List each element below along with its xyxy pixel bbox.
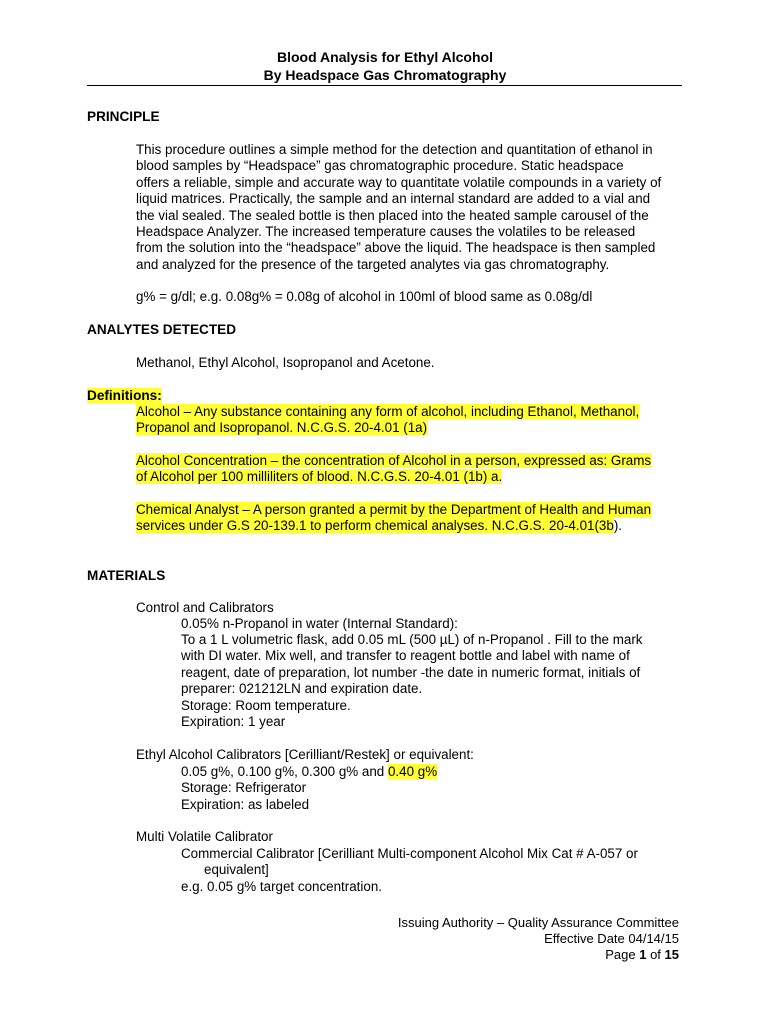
step-line: preparer: 021212LN and expiration date.	[181, 681, 423, 697]
definition-alcohol	[136, 404, 686, 437]
multi-volatile-line2: equivalent]	[204, 862, 269, 877]
expiration-line: Expiration: 1 year	[181, 714, 286, 730]
ethyl-calibrators-details	[181, 764, 437, 813]
principle-line: Headspace Analyzer. The increased temperature causes the volatiles to be released	[136, 224, 636, 240]
principle-line: and analyzed for the presence of the targeted analytes via gas chromatography.	[136, 256, 610, 272]
definitions-heading: Definitions:	[87, 388, 162, 403]
definition-line: Alcohol – Any substance containing any form of alcohol, including Ethanol, Methanol,	[136, 404, 640, 419]
definition-line: of Alcohol per 100 milliliters of blood. N.C.G.S. 20-4.01 (1b) a.	[136, 469, 503, 485]
multi-volatile-line1: Commercial Calibrator [Cerilliant Multi-component Alcohol Mix Cat # A-057 or	[181, 846, 638, 861]
title-rule	[87, 85, 682, 86]
principle-line: from the solution into the “headspace” above the liquid. The headspace is then sampled	[136, 240, 656, 256]
definition-line-tail: ).	[613, 518, 623, 534]
principle-line: This procedure outlines a simple method for the detection and quantitation of ethanol in	[136, 142, 653, 157]
definition-line: services under G.S 20-139.1 to perform chemical analyses. N.C.G.S. 20-4.01(3b	[136, 518, 614, 534]
analytes-heading: ANALYTES DETECTED	[87, 322, 237, 337]
definition-line: Alcohol Concentration – the concentration of Alcohol in a person, expressed as: Grams	[136, 453, 652, 468]
expiration-line: Expiration: as labeled	[181, 796, 310, 812]
storage-line: Storage: Refrigerator	[181, 780, 307, 796]
document-subtitle: By Headspace Gas Chromatography	[263, 67, 507, 83]
internal-standard-steps	[181, 632, 681, 730]
calibrator-levels: 0.05 g%, 0.100 g%, 0.300 g% and	[181, 764, 388, 779]
definition-line: Chemical Analyst – A person granted a permit by the Department of Health and Human	[136, 502, 652, 517]
principle-line: blood samples by “Headspace” gas chromatographic procedure. Static headspace	[136, 158, 624, 174]
step-line: To a 1 L volumetric flask, add 0.05 mL (500 µL) of n-Propanol . Fill to the mark	[181, 632, 643, 647]
definition-chemical-analyst	[136, 502, 686, 535]
ethyl-calibrators-title: Ethyl Alcohol Calibrators [Cerilliant/Restek] or equivalent:	[136, 747, 474, 762]
step-line: reagent, date of preparation, lot number -the date in numeric format, initials of	[181, 664, 641, 680]
internal-standard-title: 0.05% n-Propanol in water (Internal Standard):	[181, 616, 458, 631]
units-note: g% = g/dl; e.g. 0.08g% = 0.08g of alcohol in 100ml of blood same as 0.08g/dl	[136, 289, 593, 304]
principle-line: the vial sealed. The sealed bottle is then placed into the heated sample carousel of the	[136, 207, 649, 223]
principle-paragraph	[136, 142, 686, 273]
principle-line: offers a reliable, simple and accurate way to quantitate volatile compounds in a variety of	[136, 174, 662, 190]
principle-line: liquid matrices. Practically, the sample and an internal standard are added to a vial and	[136, 191, 651, 207]
analytes-text: Methanol, Ethyl Alcohol, Isopropanol and Acetone.	[136, 355, 435, 370]
definition-alcohol-concentration	[136, 453, 686, 486]
page-of: of	[646, 947, 665, 962]
page-total: 15	[664, 947, 679, 962]
step-line: with DI water. Mix well, and transfer to reagent bottle and label with name of	[181, 648, 630, 664]
footer-authority: Issuing Authority – Quality Assurance Committee	[397, 915, 679, 930]
storage-line: Storage: Room temperature.	[181, 697, 351, 713]
page-prefix: Page	[605, 947, 640, 962]
page-num: 1	[639, 947, 647, 962]
multi-volatile-line3: e.g. 0.05 g% target concentration.	[181, 879, 382, 894]
principle-heading: PRINCIPLE	[87, 109, 160, 124]
control-calibrators-heading: Control and Calibrators	[136, 600, 274, 615]
materials-heading: MATERIALS	[87, 568, 166, 583]
calibrator-level-highlight: 0.40 g%	[387, 764, 438, 779]
footer-page-number	[605, 947, 679, 963]
definition-line: Propanol and Isopropanol. N.C.G.S. 20-4.01 (1a)	[136, 420, 428, 436]
multi-volatile-title: Multi Volatile Calibrator	[136, 829, 273, 844]
footer-effective-date: Effective Date 04/14/15	[544, 931, 679, 946]
document-title: Blood Analysis for Ethyl Alcohol	[277, 49, 493, 65]
